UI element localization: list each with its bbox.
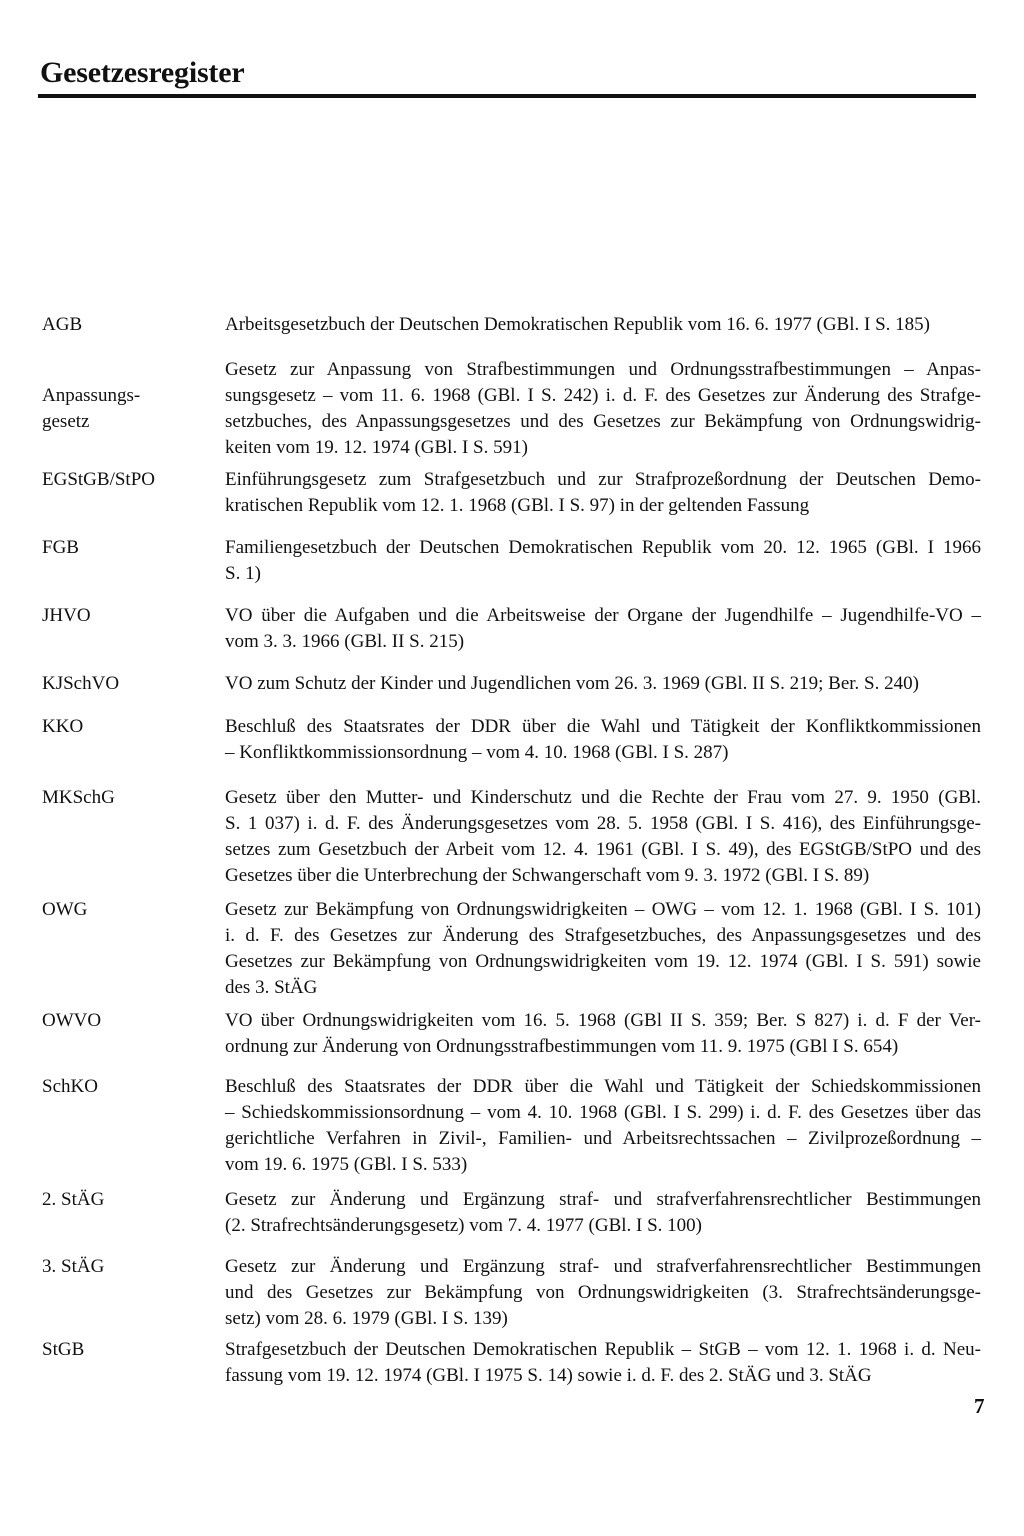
description-line: Gesetz zur Änderung und Ergänzung straf- und strafverfahrensrechtlicher Bestimmungen <box>225 1256 981 1277</box>
entry-abbreviation: AGB <box>42 314 83 335</box>
description-line: Familiengesetzbuch der Deutschen Demokratischen Republik vom 20. 12. 1965 (GBl. I 1966 <box>225 537 981 558</box>
description-line: Gesetz zur Anpassung von Strafbestimmungen und Ordnungsstrafbestimmungen – Anpas- <box>225 359 981 380</box>
description-line: S. 1) <box>225 563 261 584</box>
description-line: ordnung zur Änderung von Ordnungsstrafbestimmungen vom 11. 9. 1975 (GBl I S. 654) <box>225 1036 899 1057</box>
description-line: vom 3. 3. 1966 (GBl. II S. 215) <box>225 631 465 652</box>
description-line: keiten vom 19. 12. 1974 (GBl. I S. 591) <box>225 437 528 458</box>
description-line: S. 1 037) i. d. F. des Änderungsgesetzes vom 28. 5. 1958 (GBl. I S. 416), des Einführungsge- <box>225 813 981 834</box>
description-line: Beschluß des Staatsrates der DDR über die Wahl und Tätigkeit der Schiedskommissionen <box>225 1076 981 1097</box>
entry-description <box>225 1254 981 1332</box>
entry-description <box>225 357 981 461</box>
entry-description <box>225 897 981 1001</box>
entry-description <box>225 1187 981 1239</box>
description-line: fassung vom 19. 12. 1974 (GBl. I 1975 S. 14) sowie i. d. F. des 2. StÄG und 3. StÄG <box>225 1365 872 1386</box>
description-line: – Schiedskommissionsordnung – vom 4. 10. 1968 (GBl. I S. 299) i. d. F. des Gesetzes über das <box>225 1102 981 1123</box>
description-line: kratischen Republik vom 12. 1. 1968 (GBl. I S. 97) in der geltenden Fassung <box>225 495 810 516</box>
description-line: Gesetz über den Mutter- und Kinderschutz und die Rechte der Frau vom 27. 9. 1950 (GBl. <box>225 787 981 808</box>
entry-description <box>225 714 981 766</box>
entry-description <box>225 1074 981 1178</box>
entry-abbreviation: StGB <box>42 1339 85 1360</box>
description-line: setzes zum Gesetzbuch der Arbeit vom 12. 4. 1961 (GBl. I S. 49), des EGStGB/StPO und des <box>225 839 981 860</box>
description-line: VO zum Schutz der Kinder und Jugendlichen vom 26. 3. 1969 (GBl. II S. 219; Ber. S. 240) <box>225 673 919 694</box>
description-line: und des Gesetzes zur Bekämpfung von Ordnungswidrigkeiten (3. Strafrechtsänderungsge- <box>225 1282 981 1303</box>
description-line: i. d. F. des Gesetzes zur Änderung des Strafgesetzbuches, des Anpassungsgesetzes und des <box>225 925 981 946</box>
description-line: vom 19. 6. 1975 (GBl. I S. 533) <box>225 1154 468 1175</box>
description-line: Gesetzes zur Bekämpfung von Ordnungswidrigkeiten vom 19. 12. 1974 (GBl. I S. 591) sowie <box>225 951 981 972</box>
description-line: – Konfliktkommissionsordnung – vom 4. 10. 1968 (GBl. I S. 287) <box>225 742 729 763</box>
entry-abbreviation <box>42 357 212 435</box>
description-line: VO über Ordnungswidrigkeiten vom 16. 5. 1968 (GBl II S. 359; Ber. S 827) i. d. F der Ver- <box>225 1010 981 1031</box>
description-line: (2. Strafrechtsänderungsgesetz) vom 7. 4. 1977 (GBl. I S. 100) <box>225 1215 703 1236</box>
entry-abbreviation: EGStGB/StPO <box>42 469 155 490</box>
entry-abbreviation: OWVO <box>42 1010 102 1031</box>
entry-abbreviation: KJSchVO <box>42 673 120 694</box>
description-line: VO über die Aufgaben und die Arbeitsweise der Organe der Jugendhilfe – Jugendhilfe-VO – <box>225 605 981 626</box>
entry-abbreviation: MKSchG <box>42 787 115 808</box>
description-line: Gesetzes über die Unterbrechung der Schwangerschaft vom 9. 3. 1972 (GBl. I S. 89) <box>225 865 870 886</box>
description-line: setz) vom 28. 6. 1979 (GBl. I S. 139) <box>225 1308 508 1329</box>
entry-abbreviation: 2. StÄG <box>42 1189 105 1210</box>
description-line: Arbeitsgesetzbuch der Deutschen Demokratischen Republik vom 16. 6. 1977 (GBl. I S. 185) <box>225 314 930 335</box>
description-line: Gesetz zur Änderung und Ergänzung straf- und strafverfahrensrechtlicher Bestimmungen <box>225 1189 981 1210</box>
page-title: Gesetzesregister <box>40 56 245 89</box>
entry-abbreviation: SchKO <box>42 1076 98 1097</box>
description-line: Strafgesetzbuch der Deutschen Demokratischen Republik – StGB – vom 12. 1. 1968 i. d. Neu- <box>225 1339 981 1360</box>
entry-description <box>225 467 981 519</box>
description-line: setzbuches, des Anpassungsgesetzes und des Gesetzes zur Bekämpfung von Ordnungswidrig- <box>225 411 981 432</box>
entry-description <box>225 1008 981 1060</box>
description-line: Einführungsgesetz zum Strafgesetzbuch und zur Strafprozeßordnung der Deutschen Demo- <box>225 469 981 490</box>
entry-description <box>225 535 981 587</box>
entry-abbreviation: 3. StÄG <box>42 1256 105 1277</box>
entry-description <box>225 312 981 338</box>
page-number: 7 <box>974 1394 985 1418</box>
entry-abbreviation: OWG <box>42 899 88 920</box>
entry-description <box>225 785 981 889</box>
entry-description <box>225 603 981 655</box>
description-line: Gesetz zur Bekämpfung von Ordnungswidrigkeiten – OWG – vom 12. 1. 1968 (GBl. I S. 101) <box>225 899 981 920</box>
entry-abbreviation: KKO <box>42 716 84 737</box>
entry-description <box>225 671 981 697</box>
entry-description <box>225 1337 981 1389</box>
entry-abbreviation: FGB <box>42 537 79 558</box>
description-line: sungsgesetz – vom 11. 6. 1968 (GBl. I S. 242) i. d. F. des Gesetzes zur Änderung des Strafge- <box>225 385 981 406</box>
description-line: des 3. StÄG <box>225 977 318 998</box>
abbreviation-text: Anpassungs- gesetz <box>42 385 141 432</box>
description-line: gerichtliche Verfahren in Zivil-, Familien- und Arbeitsrechtssachen – Zivilprozeßordnung – <box>225 1128 981 1149</box>
entry-abbreviation: JHVO <box>42 605 91 626</box>
description-line: Beschluß des Staatsrates der DDR über die Wahl und Tätigkeit der Konfliktkommissionen <box>225 716 981 737</box>
